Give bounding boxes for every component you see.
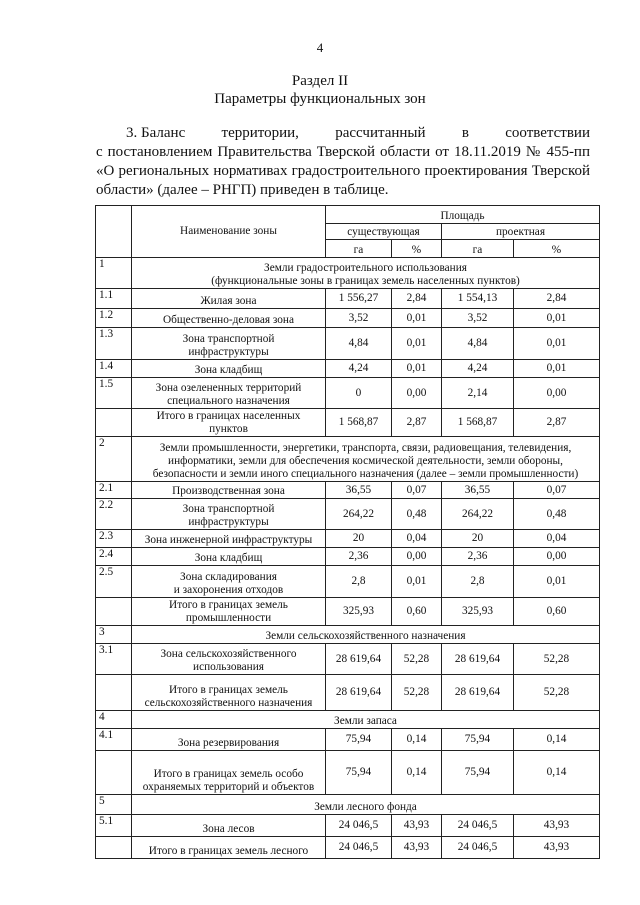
existing-ha: 325,93 [326, 598, 392, 626]
existing-pct: 52,28 [392, 675, 442, 711]
header-ha: га [442, 240, 514, 258]
design-pct: 0,14 [514, 729, 600, 751]
table-row [96, 289, 600, 309]
table-row [96, 378, 600, 409]
header-design: проектная [442, 224, 600, 240]
design-ha: 24 046,5 [442, 815, 514, 837]
row-number: 2.4 [96, 548, 132, 566]
design-ha: 264,22 [442, 499, 514, 530]
row-number [96, 598, 132, 626]
intro-paragraph [96, 124, 590, 200]
row-number [96, 409, 132, 437]
design-ha: 4,24 [442, 360, 514, 378]
row-number: 5.1 [96, 815, 132, 837]
existing-pct: 2,84 [392, 289, 442, 309]
group-title: Земли градостроительного использования (функциональные зоны в границах земель населенных пунктов) [132, 258, 600, 289]
existing-pct: 43,93 [392, 815, 442, 837]
design-ha: 325,93 [442, 598, 514, 626]
existing-pct: 2,87 [392, 409, 442, 437]
row-number: 2.3 [96, 530, 132, 548]
zone-name: Зона кладбищ [132, 360, 326, 378]
design-ha: 1 554,13 [442, 289, 514, 309]
existing-pct: 0,01 [392, 328, 442, 360]
header-empty-cell [96, 206, 132, 258]
row-number: 1.1 [96, 289, 132, 309]
group-title: Земли сельскохозяйственного назначения [132, 626, 600, 644]
existing-pct: 0,14 [392, 729, 442, 751]
row-number [96, 837, 132, 859]
design-pct: 52,28 [514, 675, 600, 711]
zones-balance-table [95, 205, 600, 859]
existing-ha: 4,84 [326, 328, 392, 360]
design-pct: 2,84 [514, 289, 600, 309]
existing-ha: 28 619,64 [326, 644, 392, 675]
row-number: 1.3 [96, 328, 132, 360]
row-number [96, 751, 132, 795]
existing-pct: 43,93 [392, 837, 442, 859]
row-number: 1.2 [96, 309, 132, 328]
table-row [96, 644, 600, 675]
design-ha: 1 568,87 [442, 409, 514, 437]
table-row [96, 499, 600, 530]
header-existing: существующая [326, 224, 442, 240]
row-number: 2.1 [96, 482, 132, 499]
existing-pct: 0,14 [392, 751, 442, 795]
table-row [96, 729, 600, 751]
row-number: 2.5 [96, 566, 132, 598]
zone-name: Зона сельскохозяйственного использования [132, 644, 326, 675]
table-row [96, 548, 600, 566]
design-ha: 24 046,5 [442, 837, 514, 859]
existing-ha: 75,94 [326, 751, 392, 795]
existing-ha: 4,24 [326, 360, 392, 378]
design-pct: 0,00 [514, 548, 600, 566]
row-number: 3.1 [96, 644, 132, 675]
existing-pct: 52,28 [392, 644, 442, 675]
group-number: 4 [96, 711, 132, 729]
total-label: Итого в границах земель особо охраняемых территорий и объектов [132, 751, 326, 795]
existing-ha: 2,36 [326, 548, 392, 566]
design-ha: 2,36 [442, 548, 514, 566]
intro-word: территории, [221, 125, 299, 141]
row-number: 4.1 [96, 729, 132, 751]
existing-pct: 0,60 [392, 598, 442, 626]
design-ha: 28 619,64 [442, 644, 514, 675]
table-row [96, 309, 600, 328]
existing-pct: 0,00 [392, 548, 442, 566]
design-pct: 0,04 [514, 530, 600, 548]
design-ha: 28 619,64 [442, 675, 514, 711]
existing-ha: 28 619,64 [326, 675, 392, 711]
design-pct: 0,60 [514, 598, 600, 626]
intro-word: рассчитанный [335, 125, 426, 141]
table-row [96, 530, 600, 548]
design-pct: 0,01 [514, 328, 600, 360]
group-row [96, 437, 600, 482]
zone-name: Зона озелененных территорий специального назначения [132, 378, 326, 409]
existing-ha: 264,22 [326, 499, 392, 530]
group-title: Земли лесного фонда [132, 795, 600, 815]
total-row [96, 751, 600, 795]
design-pct: 43,93 [514, 815, 600, 837]
existing-pct: 0,00 [392, 378, 442, 409]
design-ha: 20 [442, 530, 514, 548]
existing-ha: 36,55 [326, 482, 392, 499]
row-number: 2.2 [96, 499, 132, 530]
zone-name: Жилая зона [132, 289, 326, 309]
section-subtitle: Параметры функциональных зон [214, 91, 426, 107]
header-pct: % [392, 240, 442, 258]
header-zone-name: Наименование зоны [132, 206, 326, 258]
existing-ha: 20 [326, 530, 392, 548]
existing-pct: 0,04 [392, 530, 442, 548]
existing-ha: 3,52 [326, 309, 392, 328]
design-pct: 52,28 [514, 644, 600, 675]
group-row [96, 711, 600, 729]
design-ha: 4,84 [442, 328, 514, 360]
table-row [96, 482, 600, 499]
existing-pct: 0,48 [392, 499, 442, 530]
intro-word: 3. Баланс [126, 125, 186, 141]
existing-ha: 2,8 [326, 566, 392, 598]
row-number [96, 675, 132, 711]
design-ha: 36,55 [442, 482, 514, 499]
existing-ha: 1 568,87 [326, 409, 392, 437]
page-number: 4 [316, 40, 324, 55]
table-row [96, 566, 600, 598]
existing-pct: 0,07 [392, 482, 442, 499]
design-ha: 3,52 [442, 309, 514, 328]
table-row [96, 328, 600, 360]
design-pct: 0,07 [514, 482, 600, 499]
intro-line-1 [96, 124, 590, 143]
design-ha: 75,94 [442, 751, 514, 795]
existing-ha: 75,94 [326, 729, 392, 751]
design-pct: 2,87 [514, 409, 600, 437]
design-ha: 2,8 [442, 566, 514, 598]
existing-pct: 0,01 [392, 360, 442, 378]
existing-ha: 24 046,5 [326, 837, 392, 859]
header-pct: % [514, 240, 600, 258]
header-area: Площадь [326, 206, 600, 224]
existing-ha: 24 046,5 [326, 815, 392, 837]
row-number: 1.5 [96, 378, 132, 409]
design-pct: 0,48 [514, 499, 600, 530]
group-number: 2 [96, 437, 132, 482]
group-row [96, 258, 600, 289]
design-pct: 43,93 [514, 837, 600, 859]
group-number: 1 [96, 258, 132, 289]
zone-name: Зона лесов [132, 815, 326, 837]
total-row [96, 837, 600, 859]
existing-pct: 0,01 [392, 309, 442, 328]
row-number: 1.4 [96, 360, 132, 378]
existing-ha: 1 556,27 [326, 289, 392, 309]
existing-ha: 0 [326, 378, 392, 409]
total-row [96, 409, 600, 437]
design-ha: 2,14 [442, 378, 514, 409]
zone-name: Зона транспортной инфраструктуры [132, 499, 326, 530]
table-row [96, 815, 600, 837]
existing-pct: 0,01 [392, 566, 442, 598]
total-label: Итого в границах земель промышленности [132, 598, 326, 626]
group-number: 3 [96, 626, 132, 644]
group-row [96, 795, 600, 815]
zone-name: Зона инженерной инфраструктуры [132, 530, 326, 548]
header-ha: га [326, 240, 392, 258]
zone-name: Зона резервирования [132, 729, 326, 751]
group-number: 5 [96, 795, 132, 815]
section-heading [0, 72, 640, 108]
group-title: Земли запаса [132, 711, 600, 729]
zone-name: Зона складирования и захоронения отходов [132, 566, 326, 598]
design-ha: 75,94 [442, 729, 514, 751]
intro-word: соответствии [505, 125, 590, 141]
design-pct: 0,00 [514, 378, 600, 409]
total-label: Итого в границах земель сельскохозяйственного назначения [132, 675, 326, 711]
total-row [96, 675, 600, 711]
zone-name: Общественно-деловая зона [132, 309, 326, 328]
section-title: Раздел II [291, 73, 349, 89]
zone-name: Производственная зона [132, 482, 326, 499]
intro-line-3: «О региональных нормативах градостроительного проектирования Тверской [96, 163, 590, 179]
table-row [96, 360, 600, 378]
design-pct: 0,01 [514, 566, 600, 598]
design-pct: 0,01 [514, 360, 600, 378]
zone-name: Зона транспортной инфраструктуры [132, 328, 326, 360]
intro-line-2: с постановлением Правительства Тверской области от 18.11.2019 № 455-пп [96, 144, 590, 160]
zone-name: Зона кладбищ [132, 548, 326, 566]
intro-word: в [461, 125, 469, 141]
intro-line-4: области» (далее – РНГП) приведен в таблице. [96, 182, 389, 198]
total-label: Итого в границах населенных пунктов [132, 409, 326, 437]
total-label: Итого в границах земель лесного [132, 837, 326, 859]
total-row [96, 598, 600, 626]
design-pct: 0,14 [514, 751, 600, 795]
group-title: Земли промышленности, энергетики, транспорта, связи, радиовещания, телевидения, информатики, земли для обеспечения космической деятельности, земли обороны, безопасности и земли иного специального назначения (далее – земли промышленности) [132, 437, 600, 482]
table-header-row [96, 206, 600, 224]
design-pct: 0,01 [514, 309, 600, 328]
group-row [96, 626, 600, 644]
